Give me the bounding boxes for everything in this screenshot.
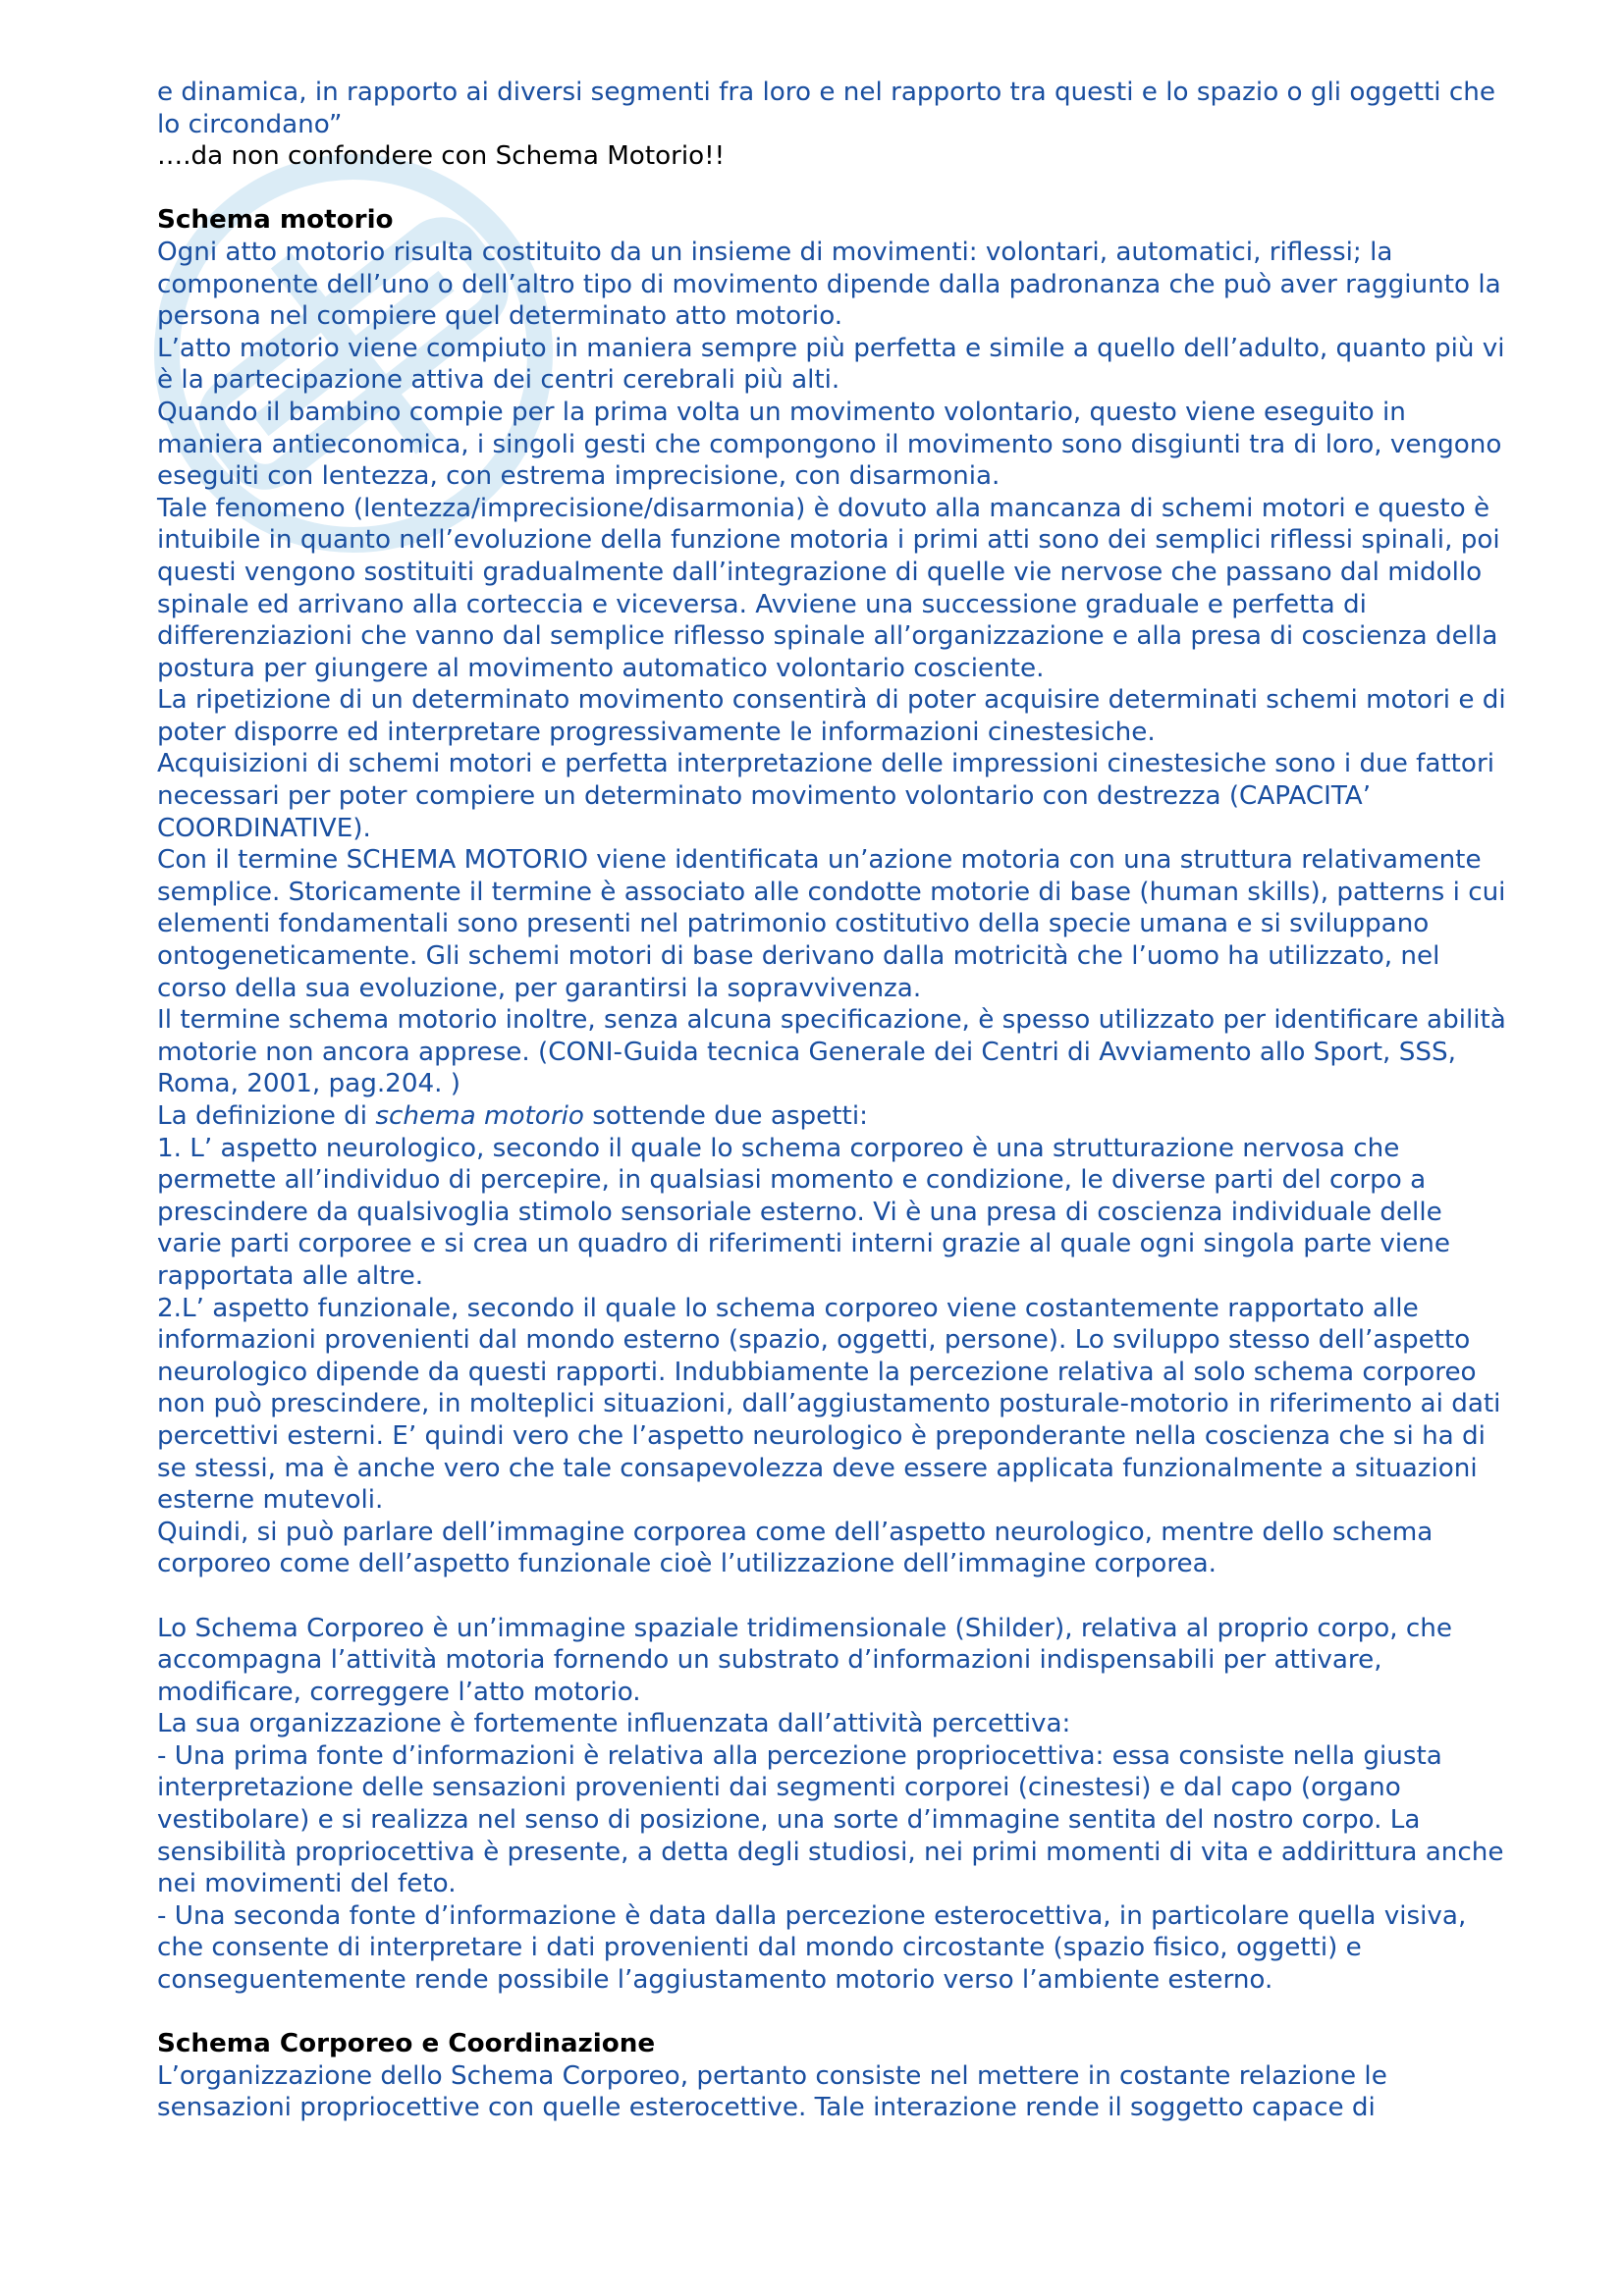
paragraph: Con il termine SCHEMA MOTORIO viene identificata un’azione motoria con una struttura relativamente semplice. Storicamente il termine è associato alle condotte motorie di base (human skills), patterns i cui elementi fondamentali sono presenti nel patrimonio costitutivo della specie umana e si sviluppano ontogeneticamente. Gli schemi motori di base derivano dalla motricità che l’uomo ha utilizzato, nel corso della sua evoluzione, per garantirsi la sopravvivenza. xyxy=(157,845,1506,1003)
paragraph: Quindi, si può parlare dell’immagine corporea come dell’aspetto neurologico, mentre dello schema corporeo come dell’aspetto funzionale cioè l’utilizzazione dell’immagine corporea. xyxy=(157,1517,1434,1579)
paragraph: Quando il bambino compie per la prima volta un movimento volontario, questo viene eseguito in maniera antieconomica, i singoli gesti che compongono il movimento sono disgiunti tra di loro, vengono eseguiti con lentezza, con estrema imprecisione, con disarmonia. xyxy=(157,397,1502,492)
list-item-esterocettiva: - Una seconda fonte d’informazione è data dalla percezione esterocettiva, in particolare quella visiva, che consente di interpretare i dati provenienti dal mondo circostante (spazio fisico, oggetti) e conseguentemente rende possibile l’aggiustamento motorio verso l’ambiente esterno. xyxy=(157,1900,1467,1996)
spacer xyxy=(157,1580,1512,1613)
paragraph: L’atto motorio viene compiuto in maniera sempre più perfetta e simile a quello dell’adulto, quanto più vi è la partecipazione attiva dei centri cerebrali più alti. xyxy=(157,333,1505,396)
paragraph: Tale fenomeno (lentezza/imprecisione/disarmonia) è dovuto alla mancanza di schemi motori e questo è intuibile in quanto nell’evoluzione della funzione motoria i primi atti sono dei semplici riflessi spinali, poi questi vengono sostituiti gradualmente dall’integrazione di quelle vie nervose che passano dal midollo spinale ed arrivano alla corteccia e viceversa. Avviene una successione graduale e perfetta di differenziazioni che vanno dal semplice riflesso spinale all’organizzazione e alla presa di coscienza della postura per giungere al movimento automatico volontario cosciente. xyxy=(157,493,1500,683)
definition-post: sottende due aspetti: xyxy=(583,1101,868,1131)
list-item-neurologico: 1. L’ aspetto neurologico, secondo il quale lo schema corporeo è una strutturazione nervosa che permette all’individuo di percepire, in qualsiasi momento e condizione, le diverse parti del corpo a prescindere da qualsivoglia stimolo sensoriale esterno. Vi è una presa di coscienza individuale delle varie parti corporee e si crea un quadro di riferimenti interni grazie al quale ogni singola parte viene rapportata alle altre. xyxy=(157,1133,1450,1291)
paragraph: Lo Schema Corporeo è un’immagine spaziale tridimensionale (Shilder), relativa al proprio corpo, che accompagna l’attività motoria fornendo un substrato d’informazioni indispensabili per attivare, modificare, correggere l’atto motorio. xyxy=(157,1613,1452,1707)
definition-term: schema motorio xyxy=(375,1101,584,1131)
spacer xyxy=(157,173,1512,205)
list-item-propriocettiva: - Una prima fonte d’informazioni è relativa alla percezione propriocettiva: essa consiste nella giusta interpretazione delle sensazioni provenienti dai segmenti corporei (cinestesi) e dal capo (organo vestibolare) e si realizza nel senso di posizione, una sorte d’immagine sentita del nostro corpo. La sensibilità propriocettiva è presente, a detta degli studiosi, nei primi momenti di vita e addirittura anche nei movimenti del feto. xyxy=(157,1740,1504,1899)
definition-pre: La definizione di xyxy=(157,1101,376,1131)
paragraph-definition xyxy=(157,1100,1512,1133)
paragraph: Ogni atto motorio risulta costituito da un insieme di movimenti: volontari, automatici, riflessi; la componente dell’uno o dell’altro tipo di movimento dipende dalla padronanza che può aver raggiunto la persona nel compiere quel determinato atto motorio. xyxy=(157,237,1501,332)
heading-coordinazione: Schema Corporeo e Coordinazione xyxy=(157,2029,656,2059)
paragraph: Acquisizioni di schemi motori e perfetta interpretazione delle impressioni cinestesiche sono i due fattori necessari per poter compiere un determinato movimento volontario con destrezza (CAPACITA’ COORDINATIVE). xyxy=(157,749,1494,843)
list-item-funzionale: 2.L’ aspetto funzionale, secondo il quale lo schema corporeo viene costantemente rapportato alle informazioni provenienti dal mondo esterno (spazio, oggetti, persone). Lo sviluppo stesso dell’aspetto neurologico dipende da questi rapporti. Indubbiamente la percezione relativa al solo schema corporeo non può prescindere, in molteplici situazioni, dall’aggiustamento posturale-motorio in riferimento ai dati percettivi esterni. E’ quindi vero che l’aspetto neurologico è preponderante nella coscienza che si ha di se stessi, ma è anche vero che tale consapevolezza deve essere applicata funzionalmente a situazioni esterne mutevoli. xyxy=(157,1293,1501,1516)
paragraph: Il termine schema motorio inoltre, senza alcuna specificazione, è spesso utilizzato per identificare abilità motorie non ancora apprese. (CONI-Guida tecnica Generale dei Centri di Avviamento allo Sport, SSS, Roma, 2001, pag.204. ) xyxy=(157,1005,1506,1099)
heading-schema-motorio: Schema motorio xyxy=(157,205,394,236)
paragraph: La sua organizzazione è fortemente influenzata dall’attività percettiva: xyxy=(157,1709,1071,1739)
paragraph: La ripetizione di un determinato movimento consentirà di poter acquisire determinati schemi motori e di poter disporre ed interpretare progressivamente le informazioni cinestesiche. xyxy=(157,685,1506,747)
document-body xyxy=(157,77,1512,2124)
intro-note: ….da non confondere con Schema Motorio!! xyxy=(157,141,726,172)
intro-quote-end: e dinamica, in rapporto ai diversi segmenti fra loro e nel rapporto tra questi e lo spazio o gli oggetti che lo circondano” xyxy=(157,78,1496,139)
spacer xyxy=(157,1997,1512,2029)
paragraph: L’organizzazione dello Schema Corporeo, pertanto consiste nel mettere in costante relazione le sensazioni propriocettive con quelle esterocettive. Tale interazione rende il soggetto capace di xyxy=(157,2060,1387,2123)
